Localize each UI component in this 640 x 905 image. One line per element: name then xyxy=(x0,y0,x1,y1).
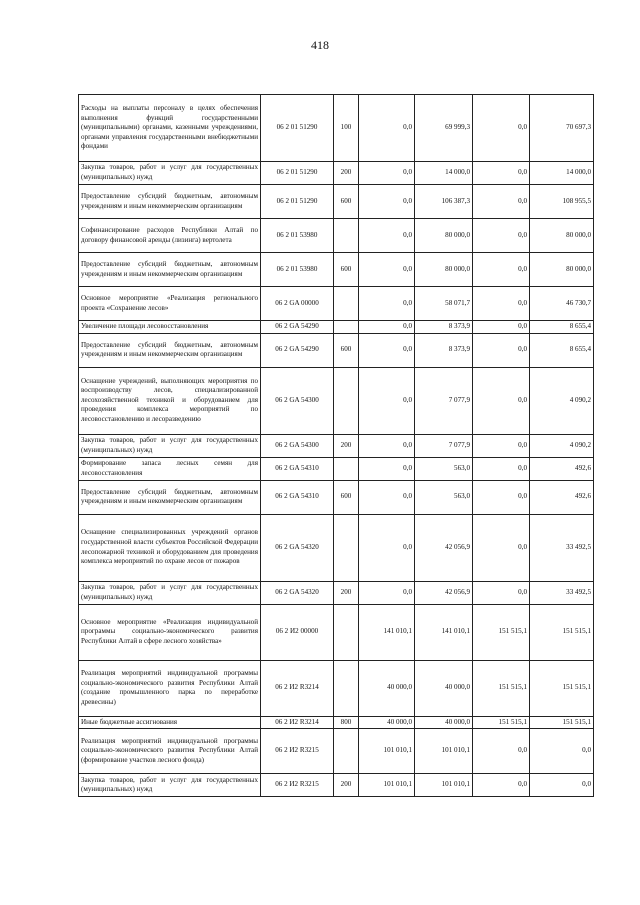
table-row xyxy=(79,162,594,185)
table-row xyxy=(79,434,594,457)
table-row xyxy=(79,287,594,321)
row-code: 06 2 И2 R3215 xyxy=(261,729,334,774)
table-row xyxy=(79,321,594,334)
row-value-2: 141 010,1 xyxy=(415,604,473,660)
row-value-1: 0,0 xyxy=(359,219,415,253)
row-name: Предоставление субсидий бюджетным, автономным учреждениям и иным некоммерческим организациям xyxy=(79,480,261,514)
row-value-3: 0,0 xyxy=(473,287,530,321)
row-value-1: 0,0 xyxy=(359,253,415,287)
row-value-3: 0,0 xyxy=(473,774,530,797)
table-row xyxy=(79,95,594,162)
row-expense-type xyxy=(334,457,359,480)
row-name: Закупка товаров, работ и услуг для государственных (муниципальных) нужд xyxy=(79,434,261,457)
row-code: 06 2 И2 R3214 xyxy=(261,660,334,716)
row-value-3: 0,0 xyxy=(473,729,530,774)
row-name: Софинансирование расходов Республики Алтай по договору финансовой аренды (лизинга) вертолета xyxy=(79,219,261,253)
row-value-4: 151 515,1 xyxy=(530,716,594,729)
page-number: 418 xyxy=(311,38,329,52)
row-value-2: 80 000,0 xyxy=(415,253,473,287)
row-value-1: 0,0 xyxy=(359,185,415,219)
row-value-1: 0,0 xyxy=(359,367,415,434)
table-row xyxy=(79,480,594,514)
row-value-2: 40 000,0 xyxy=(415,660,473,716)
row-value-1: 0,0 xyxy=(359,287,415,321)
row-value-4: 151 515,1 xyxy=(530,604,594,660)
row-expense-type xyxy=(334,604,359,660)
row-value-1: 0,0 xyxy=(359,434,415,457)
table-row xyxy=(79,367,594,434)
row-value-3: 0,0 xyxy=(473,480,530,514)
row-value-3: 0,0 xyxy=(473,434,530,457)
row-name: Иные бюджетные ассигнования xyxy=(79,716,261,729)
row-name: Расходы на выплаты персоналу в целях обеспечения выполнения функций государственными (муниципальными) органами, казенными учреждениями, органами управления государственными внебюджетными фондами xyxy=(79,95,261,162)
table-row xyxy=(79,219,594,253)
row-value-4: 492,6 xyxy=(530,457,594,480)
row-expense-type: 600 xyxy=(334,253,359,287)
row-value-2: 14 000,0 xyxy=(415,162,473,185)
row-code: 06 2 И2 00000 xyxy=(261,604,334,660)
table-row xyxy=(79,457,594,480)
row-value-1: 101 010,1 xyxy=(359,774,415,797)
row-value-1: 0,0 xyxy=(359,514,415,581)
row-name: Реализация мероприятий индивидуальной программы социально-экономического развития Республики Алтай (формирование участков лесного фонда) xyxy=(79,729,261,774)
row-code: 06 2 GA 54310 xyxy=(261,457,334,480)
row-expense-type xyxy=(334,660,359,716)
row-value-4: 70 697,3 xyxy=(530,95,594,162)
row-value-2: 80 000,0 xyxy=(415,219,473,253)
row-name: Оснащение специализированных учреждений органов государственной власти субъектов Российской Федерации лесопожарной техникой и оборудованием для проведения комплекса мероприятий по охране лесов от пожаров xyxy=(79,514,261,581)
row-value-1: 0,0 xyxy=(359,333,415,367)
table-row xyxy=(79,729,594,774)
row-expense-type xyxy=(334,367,359,434)
row-name: Формирование запаса лесных семян для лесовосстановления xyxy=(79,457,261,480)
row-value-4: 4 090,2 xyxy=(530,434,594,457)
row-value-1: 0,0 xyxy=(359,457,415,480)
row-name: Основное мероприятие «Реализация индивидуальной программы социально-экономического развития Республики Алтай в сфере лесного хозяйства» xyxy=(79,604,261,660)
row-code: 06 2 GA 54300 xyxy=(261,434,334,457)
row-expense-type: 200 xyxy=(334,434,359,457)
row-value-4: 8 655,4 xyxy=(530,321,594,334)
row-value-1: 0,0 xyxy=(359,480,415,514)
row-name: Основное мероприятие «Реализация регионального проекта «Сохранение лесов» xyxy=(79,287,261,321)
row-value-4: 33 492,5 xyxy=(530,514,594,581)
budget-table-body xyxy=(79,95,594,797)
table-row xyxy=(79,253,594,287)
row-value-2: 563,0 xyxy=(415,457,473,480)
row-value-3: 151 515,1 xyxy=(473,604,530,660)
row-name: Оснащение учреждений, выполняющих мероприятия по воспроизводству лесов, специализированной лесохозяйственной техникой и оборудованием для проведения комплекса мероприятий по лесовосстановлению и лесоразведению xyxy=(79,367,261,434)
row-value-2: 101 010,1 xyxy=(415,774,473,797)
row-value-1: 40 000,0 xyxy=(359,716,415,729)
row-value-2: 42 056,9 xyxy=(415,581,473,604)
row-value-2: 7 077,9 xyxy=(415,367,473,434)
row-expense-type: 200 xyxy=(334,581,359,604)
row-value-2: 8 373,9 xyxy=(415,333,473,367)
row-code: 06 2 И2 R3215 xyxy=(261,774,334,797)
row-value-4: 14 000,0 xyxy=(530,162,594,185)
row-expense-type xyxy=(334,514,359,581)
row-value-1: 0,0 xyxy=(359,162,415,185)
row-value-4: 0,0 xyxy=(530,729,594,774)
row-expense-type: 100 xyxy=(334,95,359,162)
row-code: 06 2 01 53980 xyxy=(261,219,334,253)
row-value-3: 0,0 xyxy=(473,581,530,604)
row-name: Предоставление субсидий бюджетным, автономным учреждениям и иным некоммерческим организациям xyxy=(79,185,261,219)
row-value-1: 40 000,0 xyxy=(359,660,415,716)
row-value-3: 151 515,1 xyxy=(473,660,530,716)
row-value-1: 141 010,1 xyxy=(359,604,415,660)
row-name: Предоставление субсидий бюджетным, автономным учреждениям и иным некоммерческим организациям xyxy=(79,253,261,287)
row-value-4: 151 515,1 xyxy=(530,660,594,716)
row-expense-type: 200 xyxy=(334,162,359,185)
row-code: 06 2 01 51290 xyxy=(261,95,334,162)
row-code: 06 2 01 51290 xyxy=(261,185,334,219)
row-value-1: 101 010,1 xyxy=(359,729,415,774)
table-row xyxy=(79,581,594,604)
row-expense-type xyxy=(334,287,359,321)
row-value-3: 0,0 xyxy=(473,162,530,185)
row-value-3: 0,0 xyxy=(473,514,530,581)
row-value-3: 0,0 xyxy=(473,333,530,367)
row-value-3: 151 515,1 xyxy=(473,716,530,729)
row-value-2: 7 077,9 xyxy=(415,434,473,457)
row-value-4: 492,6 xyxy=(530,480,594,514)
row-value-1: 0,0 xyxy=(359,581,415,604)
row-value-1: 0,0 xyxy=(359,95,415,162)
row-value-4: 108 955,5 xyxy=(530,185,594,219)
table-row xyxy=(79,604,594,660)
row-code: 06 2 01 51290 xyxy=(261,162,334,185)
row-expense-type xyxy=(334,321,359,334)
row-code: 06 2 GA 54300 xyxy=(261,367,334,434)
row-value-3: 0,0 xyxy=(473,185,530,219)
row-name: Закупка товаров, работ и услуг для государственных (муниципальных) нужд xyxy=(79,581,261,604)
row-name: Увеличение площади лесовосстановления xyxy=(79,321,261,334)
row-expense-type: 600 xyxy=(334,185,359,219)
row-value-2: 58 071,7 xyxy=(415,287,473,321)
row-value-2: 106 387,3 xyxy=(415,185,473,219)
row-value-4: 4 090,2 xyxy=(530,367,594,434)
row-value-4: 80 000,0 xyxy=(530,253,594,287)
row-expense-type xyxy=(334,219,359,253)
row-expense-type xyxy=(334,729,359,774)
row-code: 06 2 GA 54320 xyxy=(261,581,334,604)
table-row xyxy=(79,514,594,581)
row-value-2: 69 999,3 xyxy=(415,95,473,162)
row-code: 06 2 И2 R3214 xyxy=(261,716,334,729)
row-value-4: 46 730,7 xyxy=(530,287,594,321)
row-name: Закупка товаров, работ и услуг для государственных (муниципальных) нужд xyxy=(79,162,261,185)
row-value-3: 0,0 xyxy=(473,321,530,334)
row-value-2: 42 056,9 xyxy=(415,514,473,581)
row-value-2: 101 010,1 xyxy=(415,729,473,774)
row-value-2: 40 000,0 xyxy=(415,716,473,729)
row-name: Реализация мероприятий индивидуальной программы социально-экономического развития Республики Алтай (создание промышленного парка по переработке древесины) xyxy=(79,660,261,716)
row-value-4: 33 492,5 xyxy=(530,581,594,604)
row-name: Закупка товаров, работ и услуг для государственных (муниципальных) нужд xyxy=(79,774,261,797)
budget-table xyxy=(78,94,594,797)
table-row xyxy=(79,660,594,716)
row-value-3: 0,0 xyxy=(473,367,530,434)
row-code: 06 2 01 53980 xyxy=(261,253,334,287)
row-expense-type: 800 xyxy=(334,716,359,729)
table-row xyxy=(79,185,594,219)
row-value-3: 0,0 xyxy=(473,457,530,480)
row-expense-type: 200 xyxy=(334,774,359,797)
row-value-4: 8 655,4 xyxy=(530,333,594,367)
row-value-3: 0,0 xyxy=(473,219,530,253)
row-code: 06 2 GA 00000 xyxy=(261,287,334,321)
row-value-4: 80 000,0 xyxy=(530,219,594,253)
row-value-2: 563,0 xyxy=(415,480,473,514)
row-value-3: 0,0 xyxy=(473,253,530,287)
table-row xyxy=(79,774,594,797)
row-value-2: 8 373,9 xyxy=(415,321,473,334)
row-expense-type: 600 xyxy=(334,480,359,514)
row-value-1: 0,0 xyxy=(359,321,415,334)
row-expense-type: 600 xyxy=(334,333,359,367)
row-code: 06 2 GA 54320 xyxy=(261,514,334,581)
table-row xyxy=(79,333,594,367)
row-value-4: 0,0 xyxy=(530,774,594,797)
table-row xyxy=(79,716,594,729)
row-code: 06 2 GA 54290 xyxy=(261,333,334,367)
row-code: 06 2 GA 54310 xyxy=(261,480,334,514)
row-code: 06 2 GA 54290 xyxy=(261,321,334,334)
row-name: Предоставление субсидий бюджетным, автономным учреждениям и иным некоммерческим организациям xyxy=(79,333,261,367)
row-value-3: 0,0 xyxy=(473,95,530,162)
